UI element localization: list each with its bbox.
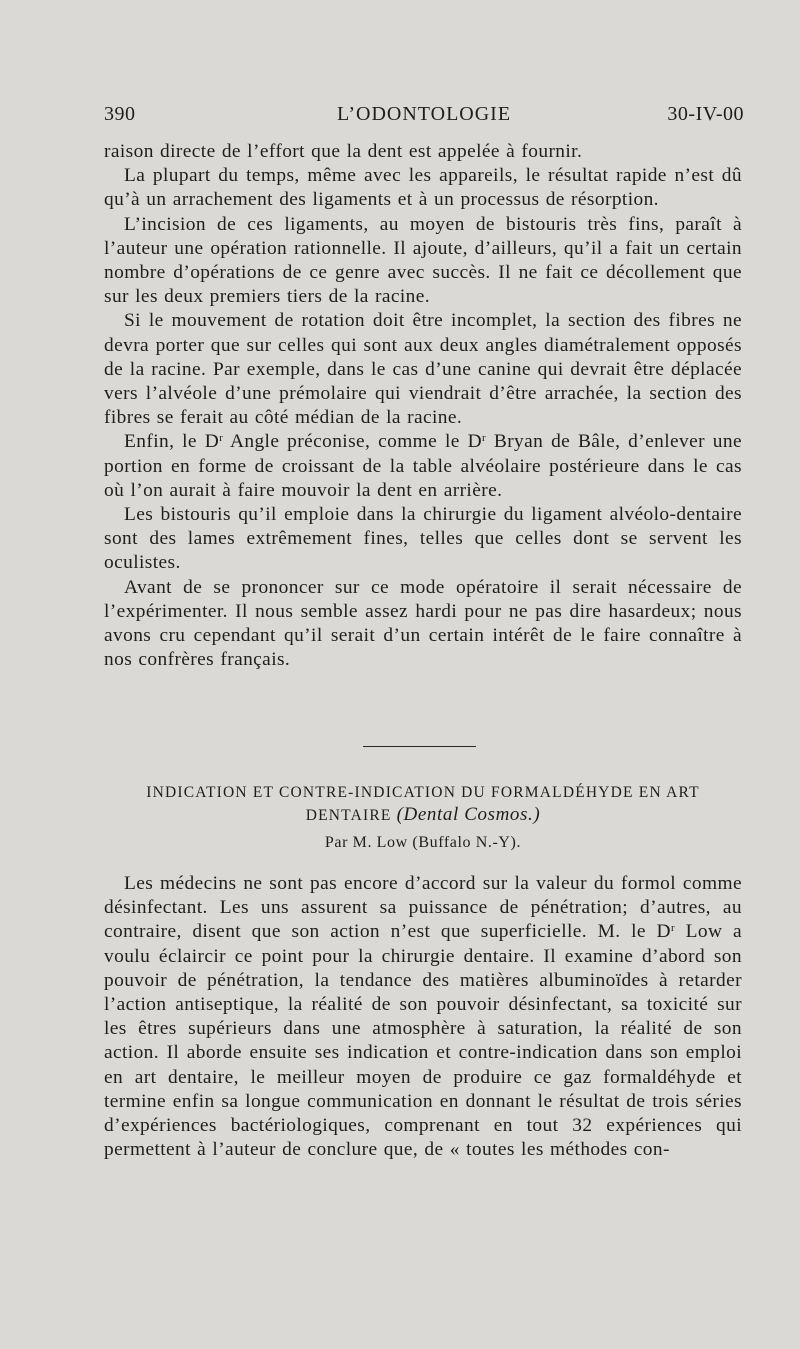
paragraph: Si le mouvement de rotation doit être incomplet, la section des fibres ne devra porter que sur celles qui sont aux deux angles diamétralement opposés de la racine. Par exemple, dans le cas d’une canine qui devrait être déplacée vers l’alvéole d’une prémolaire qui viendrait d’être arrachée, la section des fibres se ferait au côté médian de la racine. <box>104 310 742 429</box>
page-number: 390 <box>104 103 136 125</box>
superscript: r <box>670 922 676 935</box>
text-run: Angle préconise, comme le D <box>223 431 482 453</box>
article-source: (Dental Cosmos.) <box>396 804 541 825</box>
paragraph <box>104 872 742 1162</box>
section-divider <box>363 746 476 747</box>
article-byline: Par M. Low (Buffalo N.-Y). <box>324 834 522 851</box>
running-head <box>104 103 744 129</box>
text-run: Enfin, le D <box>124 431 220 453</box>
paragraph: Avant de se prononcer sur ce mode opératoire il serait nécessaire de l’expérimenter. Il nous semble assez hardi pour ne pas dire hasardeux; nous avons cru cependant qu’il serait d’un certain intérêt de le faire connaître à nos confrères français. <box>104 576 742 671</box>
paragraph: Les bistouris qu’il emploie dans la chirurgie du ligament alvéolo-dentaire sont des lames extrêmement fines, telles que celles dont se servent les oculistes. <box>104 504 742 574</box>
section-1-body <box>104 140 742 672</box>
superscript: r <box>481 432 487 445</box>
superscript: r <box>219 432 224 445</box>
text-run: Low a voulu éclaircir ce point pour la chirurgie dentaire. Il examine d’abord son pouvoir de pénétration, la tendance des matières albuminoïdes à retarder l’action antiseptique, la réalité de son pouvoir désinfectant, sa toxicité sur les êtres supérieurs dans une atmosphère à saturation, la réalité de son action. Il aborde ensuite ses indication et contre-indication dans son emploi en art dentaire, le meilleur moyen de produire ce gaz formaldéhyde et termine enfin sa longue communication en donnant le résultat de trois séries d’expériences bactériologiques, comprenant en tout 32 expériences qui permettent à l’auteur de conclure que, de « toutes les méthodes con- <box>104 921 742 1161</box>
paragraph: raison directe de l’effort que la dent est appelée à fournir. <box>104 141 583 162</box>
text-run: Bryan de Bâle, d’enlever une portion en forme de croissant de la table alvéolaire postérieure dans le cas où l’on aurait à faire mouvoir la dent en arrière. <box>104 431 742 501</box>
paragraph-angle <box>104 430 742 503</box>
article-body <box>104 872 742 1162</box>
text-run: Les médecins ne sont pas encore d’accord sur la valeur du formol comme désinfectant. Les uns assurent sa puissance de pénétration; d’autres, au contraire, disent que son action n’est que superficielle. M. le D <box>104 873 742 943</box>
article-title <box>104 782 742 827</box>
article-title-text: INDICATION ET CONTRE-INDICATION DU FORMALDÉHYDE EN ART DENTAIRE <box>146 784 700 824</box>
issue-date: 30-IV-00 <box>667 103 744 125</box>
paragraph: La plupart du temps, même avec les appareils, le résultat rapide n’est dû qu’à un arrachement des ligaments et à un processus de résorption. <box>104 165 742 211</box>
paragraph: L’incision de ces ligaments, au moyen de bistouris très fins, paraît à l’auteur une opération rationnelle. Il ajoute, d’ailleurs, qu’il a fait un certain nombre d’opérations de ce genre avec succès. Il ne fait ce décollement que sur les deux premiers tiers de la racine. <box>104 213 742 308</box>
journal-title: L’ODONTOLOGIE <box>336 103 512 125</box>
